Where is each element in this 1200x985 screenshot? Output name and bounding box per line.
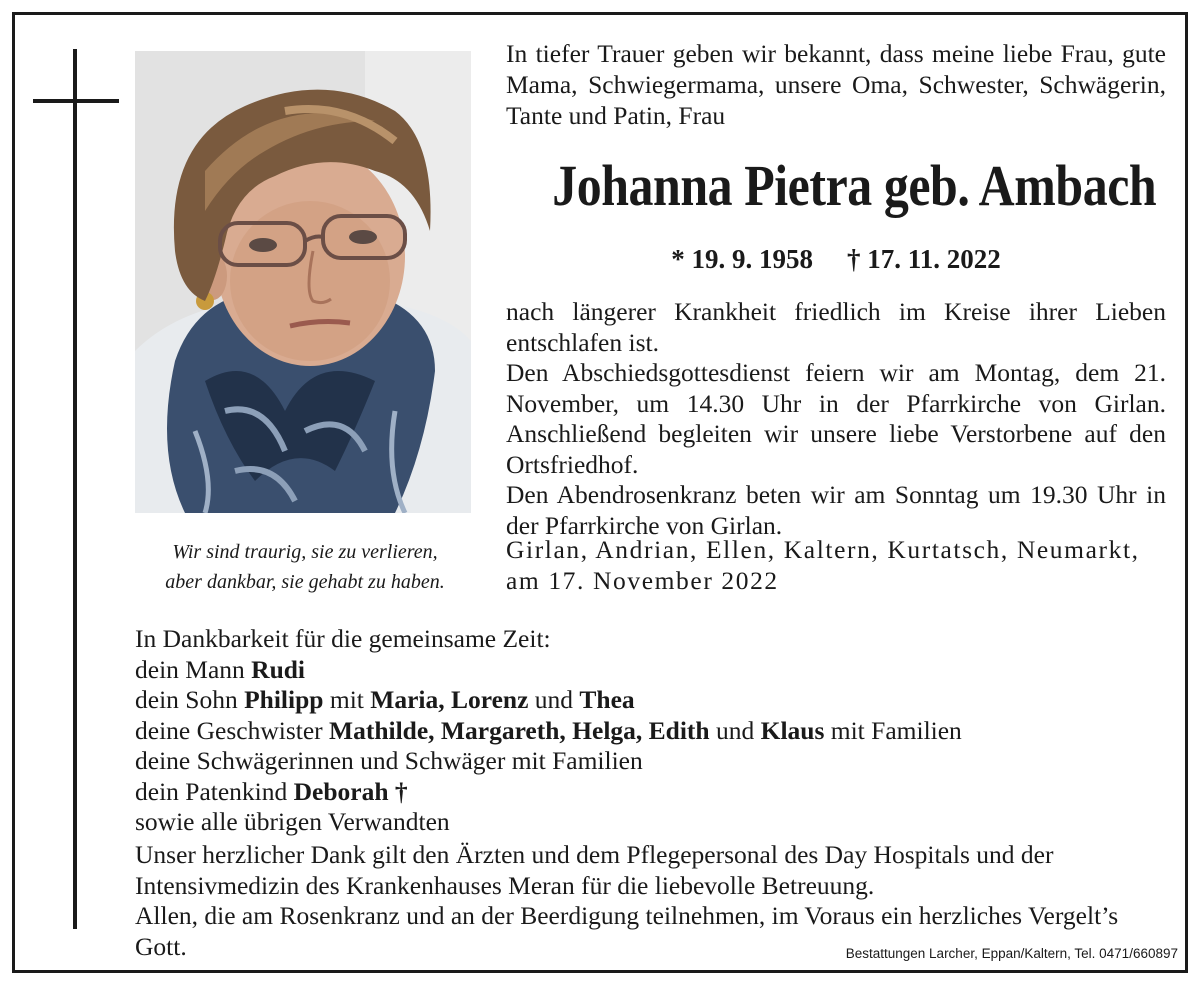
mourner-text: dein Patenkind — [135, 776, 294, 806]
place-and-date: Girlan, Andrian, Ellen, Kaltern, Kurtatsch, Neumarkt, am 17. November 2022 — [506, 535, 1140, 595]
mourner-line — [135, 716, 1175, 747]
mourner-line: sowie alle übrigen Verwandten — [135, 807, 450, 836]
mourner-name: Klaus — [760, 715, 825, 745]
mourner-text: dein Sohn — [135, 685, 245, 714]
closing-paragraph-2: Allen, die am Rosenkranz und an der Beerdigung teilnehmen, im Voraus ein herzliches Vergelt’s Gott. — [135, 901, 1119, 961]
mourner-line: deine Schwägerinnen und Schwäger mit Familien — [135, 746, 643, 775]
mourner-text: mit — [323, 685, 371, 714]
mourner-text: und — [709, 715, 761, 745]
closing-paragraph-1: Unser herzlicher Dank gilt den Ärzten und dem Pflegepersonal des Day Hospitals und der Intensivmedizin des Krankenhauses Meran für die liebevolle Betreuung. — [135, 840, 1054, 900]
deceased-name: Johanna Pietra geb. Ambach — [552, 153, 1157, 218]
life-dates — [506, 241, 1166, 277]
mourners-list — [135, 624, 1175, 838]
mourner-name: Philipp — [244, 685, 324, 714]
mourner-name: Maria, Lorenz — [370, 685, 529, 714]
mourner-name: Mathilde, Margareth, Helga, Edith — [329, 715, 710, 745]
mourner-text: deine Geschwister — [135, 715, 330, 745]
quote — [120, 537, 490, 597]
birth-date: * 19. 9. 1958 — [671, 244, 813, 274]
quote-line-1: Wir sind traurig, sie zu verlieren, — [172, 541, 438, 563]
mourner-name: Rudi — [251, 654, 306, 684]
mourner-line — [135, 685, 1175, 716]
cross-icon-bar — [33, 99, 119, 103]
mourners-heading: In Dankbarkeit für die gemeinsame Zeit: — [135, 624, 551, 653]
mourner-line — [135, 655, 1175, 686]
portrait-photo — [135, 51, 471, 513]
body-paragraph-3: Den Abendrosenkranz beten wir am Sonntag um 19.30 Uhr in der Pfarrkirche von Girlan. — [506, 480, 1166, 540]
quote-line-2: aber dankbar, sie gehabt zu haben. — [165, 571, 445, 593]
mourner-text: mit Familien — [824, 715, 962, 745]
announcement-body — [506, 297, 1166, 541]
body-paragraph-1: nach längerer Krankheit friedlich im Kreise ihrer Lieben entschlafen ist. — [506, 297, 1166, 357]
mourner-name: Thea — [579, 685, 635, 714]
body-paragraph-2: Den Abschiedsgottesdienst feiern wir am Montag, dem 21. November, um 14.30 Uhr in der Pfarrkirche von Girlan. Anschließend begleiten wir unsere liebe Verstorbene auf den Ortsfriedhof. — [506, 358, 1166, 479]
mourner-name: Deborah † — [293, 776, 408, 806]
mourner-line — [135, 777, 1175, 808]
mourner-text: dein Mann — [135, 654, 252, 684]
cross-icon — [73, 49, 77, 929]
death-date: † 17. 11. 2022 — [846, 244, 1001, 274]
undertaker-credit: Bestattungen Larcher, Eppan/Kaltern, Tel. 0471/660897 — [845, 946, 1178, 961]
mourner-text: und — [528, 685, 580, 714]
closing-thanks — [135, 840, 1167, 962]
intro-text: In tiefer Trauer geben wir bekannt, dass meine liebe Frau, gute Mama, Schwiegermama, unsere Oma, Schwester, Schwägerin, Tante und Patin, Frau — [506, 39, 1166, 130]
